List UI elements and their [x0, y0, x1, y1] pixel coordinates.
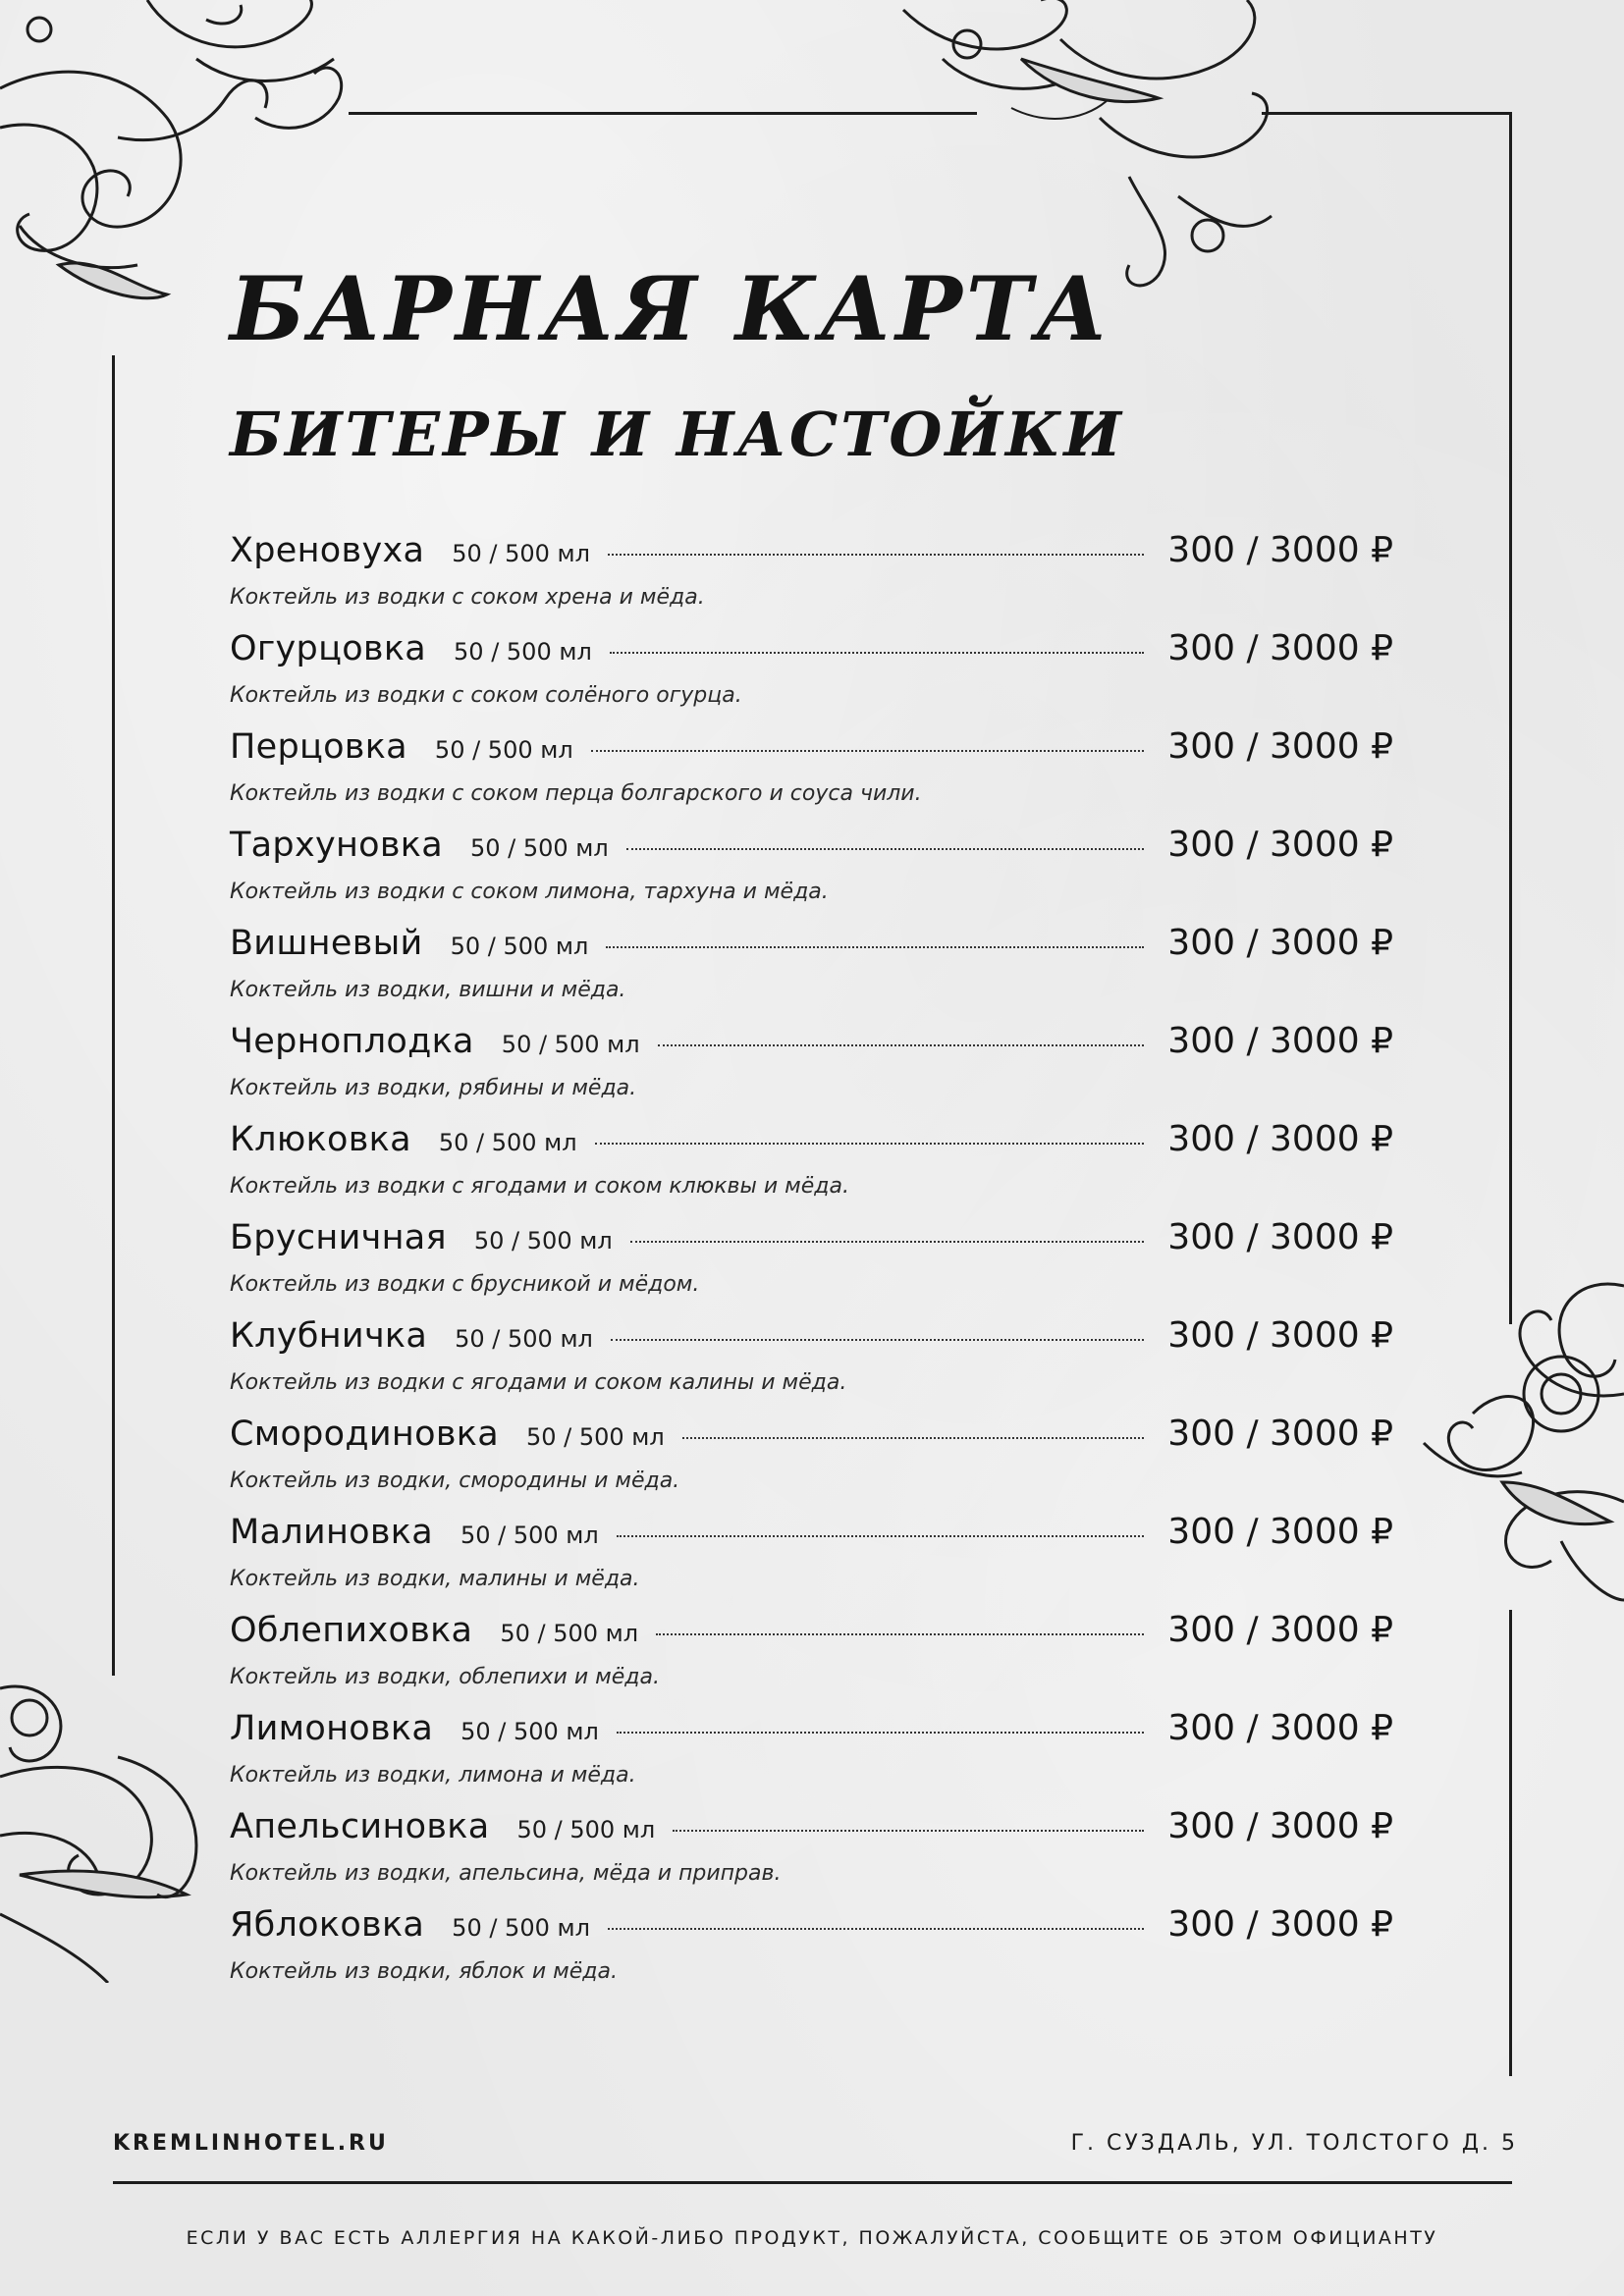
- frame-left-line: [112, 355, 115, 1676]
- dotted-leader: [656, 1633, 1144, 1635]
- menu-item: [230, 1904, 1393, 2002]
- menu-item-volume: 50 / 500 мл: [452, 540, 590, 567]
- menu-item-line: [230, 825, 1393, 874]
- menu-item: [230, 825, 1393, 923]
- frame-right-lower-line: [1509, 1610, 1512, 2076]
- dotted-leader: [630, 1241, 1144, 1243]
- menu-item-name: Брусничная: [230, 1218, 447, 1257]
- menu-item: [230, 923, 1393, 1021]
- dotted-leader: [595, 1143, 1144, 1145]
- menu-item-price: 300 / 3000 ₽: [1167, 1904, 1393, 1945]
- menu-item-name: Клюковка: [230, 1120, 411, 1159]
- menu-item-price: 300 / 3000 ₽: [1167, 1119, 1393, 1159]
- dotted-leader: [610, 652, 1144, 654]
- allergy-note: ЕСЛИ У ВАС ЕСТЬ АЛЛЕРГИЯ НА КАКОЙ-ЛИБО ПРОДУКТ, ПОЖАЛУЙСТА, СООБЩИТЕ ОБ ЭТОМ ОФИЦИАНТУ: [186, 2227, 1438, 2249]
- frame-top-left-line: [349, 112, 977, 115]
- dotted-leader: [617, 1732, 1144, 1734]
- menu-item-description: Коктейль из водки, рябины и мёда.: [230, 1076, 637, 1100]
- menu-item-description: Коктейль из водки с ягодами и соком калины и мёда.: [230, 1370, 847, 1395]
- frame-top-right-line: [1262, 112, 1512, 115]
- menu-item-price: 300 / 3000 ₽: [1167, 1021, 1393, 1061]
- footer-divider: [113, 2181, 1512, 2184]
- dotted-leader: [682, 1437, 1144, 1439]
- menu-item: [230, 1414, 1393, 1512]
- menu-item-price: 300 / 3000 ₽: [1167, 726, 1393, 767]
- menu-item-line: [230, 1217, 1393, 1266]
- menu-item-price: 300 / 3000 ₽: [1167, 1512, 1393, 1552]
- menu-item-price: 300 / 3000 ₽: [1167, 628, 1393, 668]
- menu-item-volume: 50 / 500 мл: [434, 736, 573, 764]
- menu-item-description: Коктейль из водки, смородины и мёда.: [230, 1468, 680, 1493]
- menu-item-volume: 50 / 500 мл: [450, 933, 589, 960]
- menu-item-volume: 50 / 500 мл: [455, 1325, 593, 1353]
- menu-item-name: Тархуновка: [230, 826, 443, 865]
- menu-item-price: 300 / 3000 ₽: [1167, 1217, 1393, 1257]
- menu-item: [230, 1315, 1393, 1414]
- page-title: БАРНАЯ КАРТА: [230, 257, 1112, 361]
- menu-item: [230, 1119, 1393, 1217]
- menu-item-description: Коктейль из водки, малины и мёда.: [230, 1567, 640, 1591]
- menu-item-description: Коктейль из водки с соком перца болгарского и соуса чили.: [230, 781, 922, 806]
- menu-item-description: Коктейль из водки с брусникой и мёдом.: [230, 1272, 700, 1297]
- menu-item: [230, 1217, 1393, 1315]
- menu-item-description: Коктейль из водки, лимона и мёда.: [230, 1763, 636, 1788]
- menu-item-volume: 50 / 500 мл: [460, 1718, 599, 1745]
- dotted-leader: [611, 1339, 1144, 1341]
- menu-item: [230, 1512, 1393, 1610]
- menu-item-line: [230, 1610, 1393, 1659]
- menu-item-price: 300 / 3000 ₽: [1167, 1414, 1393, 1454]
- menu-item-price: 300 / 3000 ₽: [1167, 1315, 1393, 1356]
- menu-item-price: 300 / 3000 ₽: [1167, 1708, 1393, 1748]
- menu-item-name: Хреновуха: [230, 531, 425, 570]
- menu-item: [230, 1610, 1393, 1708]
- menu-item-name: Смородиновка: [230, 1415, 499, 1454]
- menu-item-name: Яблоковка: [230, 1905, 425, 1945]
- menu-item-price: 300 / 3000 ₽: [1167, 825, 1393, 865]
- menu-item-line: [230, 1806, 1393, 1855]
- dotted-leader: [608, 1928, 1144, 1930]
- menu-item-line: [230, 726, 1393, 775]
- menu-item-name: Лимоновка: [230, 1709, 434, 1748]
- menu-item: [230, 1708, 1393, 1806]
- menu-item-description: Коктейль из водки с соком хрена и мёда.: [230, 585, 705, 610]
- menu-item: [230, 628, 1393, 726]
- menu-item-volume: 50 / 500 мл: [438, 1129, 577, 1156]
- menu-list: [230, 530, 1393, 2002]
- menu-item-volume: 50 / 500 мл: [460, 1522, 599, 1549]
- menu-item-price: 300 / 3000 ₽: [1167, 1806, 1393, 1846]
- menu-item-volume: 50 / 500 мл: [454, 638, 592, 666]
- menu-item-description: Коктейль из водки, облепихи и мёда.: [230, 1665, 660, 1689]
- menu-item-volume: 50 / 500 мл: [452, 1914, 590, 1942]
- menu-item-line: [230, 1414, 1393, 1463]
- menu-item-description: Коктейль из водки, вишни и мёда.: [230, 978, 626, 1002]
- menu-item-name: Облепиховка: [230, 1611, 473, 1650]
- menu-item-name: Апельсиновка: [230, 1807, 490, 1846]
- menu-item-description: Коктейль из водки, апельсина, мёда и приправ.: [230, 1861, 782, 1886]
- dotted-leader: [617, 1535, 1144, 1537]
- menu-item-name: Вишневый: [230, 924, 423, 963]
- menu-item-line: [230, 1904, 1393, 1953]
- menu-item-description: Коктейль из водки с соком лимона, тархуна и мёда.: [230, 880, 829, 904]
- menu-item: [230, 1021, 1393, 1119]
- menu-item-name: Перцовка: [230, 727, 407, 767]
- menu-item-line: [230, 1708, 1393, 1757]
- website-link[interactable]: KREMLINHOTEL.RU: [113, 2131, 389, 2156]
- menu-item-name: Клубничка: [230, 1316, 428, 1356]
- section-title: БИТЕРЫ И НАСТОЙКИ: [230, 399, 1124, 470]
- menu-item-volume: 50 / 500 мл: [501, 1031, 640, 1058]
- menu-item-line: [230, 1119, 1393, 1168]
- dotted-leader: [591, 750, 1144, 752]
- dotted-leader: [606, 946, 1144, 948]
- menu-item-line: [230, 1021, 1393, 1070]
- menu-item-volume: 50 / 500 мл: [525, 1423, 665, 1451]
- dotted-leader: [673, 1830, 1144, 1832]
- menu-item-name: Черноплодка: [230, 1022, 474, 1061]
- menu-item-name: Огурцовка: [230, 629, 427, 668]
- dotted-leader: [658, 1044, 1144, 1046]
- menu-item-price: 300 / 3000 ₽: [1167, 923, 1393, 963]
- dotted-leader: [608, 554, 1144, 556]
- menu-item: [230, 1806, 1393, 1904]
- menu-item-price: 300 / 3000 ₽: [1167, 530, 1393, 570]
- menu-item-name: Малиновка: [230, 1513, 433, 1552]
- menu-item-volume: 50 / 500 мл: [469, 834, 609, 862]
- menu-item-line: [230, 1315, 1393, 1364]
- menu-item-description: Коктейль из водки с ягодами и соком клюквы и мёда.: [230, 1174, 849, 1199]
- menu-item-description: Коктейль из водки, яблок и мёда.: [230, 1959, 618, 1984]
- menu-item-volume: 50 / 500 мл: [500, 1620, 639, 1647]
- dotted-leader: [626, 848, 1144, 850]
- swirl-ornament-bottom-left: [0, 1659, 216, 1983]
- swirl-ornament-top-center: [884, 0, 1296, 294]
- menu-item: [230, 726, 1393, 825]
- menu-item-volume: 50 / 500 мл: [473, 1227, 613, 1255]
- frame-right-upper-line: [1509, 112, 1512, 1324]
- menu-item-line: [230, 1512, 1393, 1561]
- menu-item-line: [230, 530, 1393, 579]
- menu-item: [230, 530, 1393, 628]
- menu-item-volume: 50 / 500 мл: [516, 1816, 656, 1843]
- menu-item-line: [230, 923, 1393, 972]
- swirl-ornament-right: [1414, 1247, 1624, 1620]
- menu-item-description: Коктейль из водки с соком солёного огурца.: [230, 683, 742, 708]
- address-text: Г. СУЗДАЛЬ, УЛ. ТОЛСТОГО Д. 5: [1070, 2131, 1518, 2156]
- menu-item-line: [230, 628, 1393, 677]
- menu-item-price: 300 / 3000 ₽: [1167, 1610, 1393, 1650]
